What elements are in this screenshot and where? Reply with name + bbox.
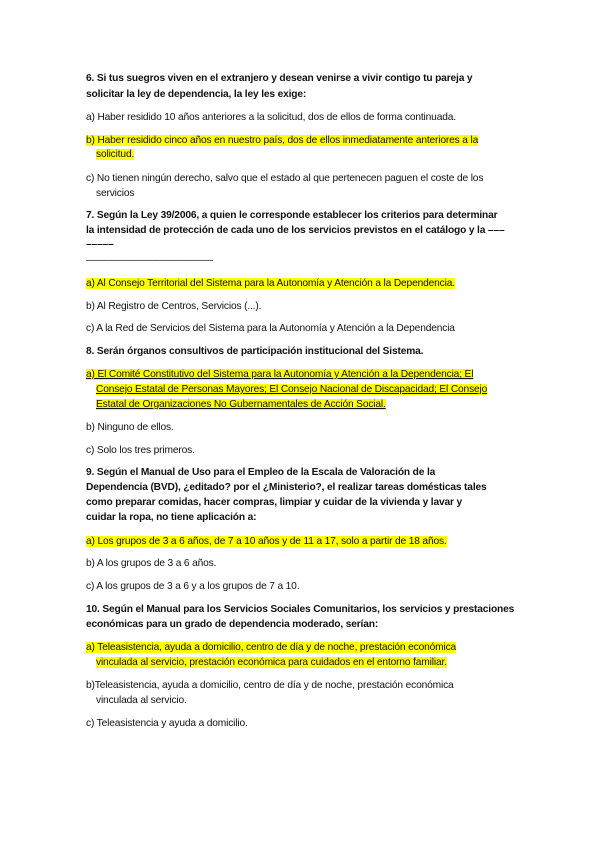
question-9-text: cuidar la ropa, no tiene aplicación a: — [86, 512, 257, 523]
question-10-option-c: c) Teleasistencia y ayuda a domicilio. — [86, 718, 248, 729]
question-10-option-b: b)Teleasistencia, ayuda a domicilio, centro de día y de noche, prestación económica — [86, 680, 454, 691]
question-8-option-b: b) Ninguno de ellos. — [86, 422, 174, 433]
question-7-blank-line: ––––––––––––––––––––––– — [86, 255, 213, 266]
question-8-text: 8. Serán órganos consultivos de participación institucional del Sistema. — [86, 346, 424, 357]
question-8-option-a: a) El Comité Constitutivo del Sistema para la Autonomía y Atención a la Dependencia; El — [86, 369, 474, 380]
question-9-text: 9. Según el Manual de Uso para el Empleo de la Escala de Valoración de la — [86, 467, 436, 478]
question-7-option-b: b) Al Registro de Centros, Servicios (...). — [86, 301, 262, 312]
question-9-text: Dependencia (BVD), ¿editado? por el ¿Ministerio?, el realizar tareas domésticas tales — [86, 482, 487, 493]
question-7-option-a: a) Al Consejo Territorial del Sistema para la Autonomía y Atención a la Dependencia. — [86, 278, 455, 289]
question-10-text: 10. Según el Manual para los Servicios Sociales Comunitarios, los servicios y prestaciones — [86, 604, 515, 615]
question-10-option-a: a) Teleasistencia, ayuda a domicilio, centro de día y de noche, prestación económica — [86, 642, 457, 653]
question-6-option-c: servicios — [96, 188, 135, 199]
question-10-option-b: vinculada al servicio. — [96, 695, 187, 706]
question-6-text: 6. Si tus suegros viven en el extranjero y desean venirse a vivir contigo tu pareja y — [86, 73, 473, 84]
question-6-option-c: c) No tienen ningún derecho, salvo que el estado al que pertenecen paguen el coste de los — [86, 173, 484, 184]
question-10-option-a: vinculada al servicio, prestación económica para cuidados en el entorno familiar. — [96, 657, 447, 668]
question-6-option-b: solicitud. — [96, 149, 135, 160]
question-8-option-c: c) Solo los tres primeros. — [86, 445, 195, 456]
question-9-text: como preparar comidas, hacer compras, limpiar y cuidar de la vivienda y lavar y — [86, 497, 463, 508]
question-8-option-a: Consejo Estatal de Personas Mayores; El Consejo Nacional de Discapacidad; El Consejo — [96, 384, 488, 395]
question-7-option-c: c) A la Red de Servicios del Sistema para la Autonomía y Atención a la Dependencia — [86, 323, 455, 334]
question-7-text: ––––– — [86, 239, 114, 250]
question-6-text: solicitar la ley de dependencia, la ley les exige: — [86, 89, 307, 100]
question-9-option-b: b) A los grupos de 3 a 6 años. — [86, 558, 217, 569]
question-6-option-b: b) Haber residido cinco años en nuestro país, dos de ellos inmediatamente anteriores a la — [86, 135, 479, 146]
question-6-option-a: a) Haber residido 10 años anteriores a la solicitud, dos de ellos de forma continuada. — [86, 112, 456, 123]
question-7-text: la intensidad de protección de cada uno de los servicios previstos en el catálogo y la ––– — [86, 225, 505, 236]
question-10-text: económicas para un grado de dependencia moderado, serían: — [86, 619, 379, 630]
question-7-text: 7. Según la Ley 39/2006, a quien le corresponde establecer los criterios para determinar — [86, 210, 498, 221]
question-8-option-a: Estatal de Organizaciones No Gubernamentales de Acción Social. — [96, 399, 386, 410]
question-9-option-a: a) Los grupos de 3 a 6 años, de 7 a 10 años y de 11 a 17, solo a partir de 18 años. — [86, 536, 447, 547]
question-9-option-c: c) A los grupos de 3 a 6 y a los grupos de 7 a 10. — [86, 581, 300, 592]
